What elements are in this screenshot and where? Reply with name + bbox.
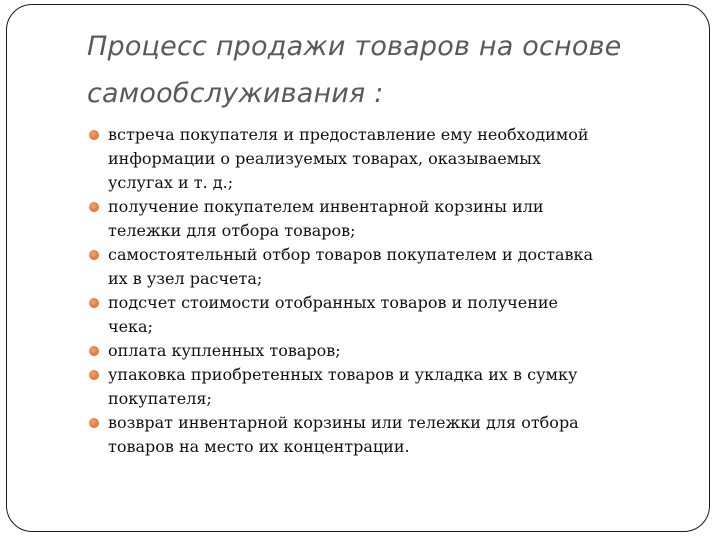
orange-dot-icon [89, 298, 99, 308]
orange-dot-icon [89, 346, 99, 356]
bullet-line: упаковка приобретенных товаров и укладка их в сумку [108, 365, 578, 384]
bullet-line: получение покупателем инвентарной корзины или [108, 197, 544, 216]
bullet-item-packing [87, 363, 687, 411]
bullet-line: информации о реализуемых товарах, оказываемых [108, 149, 541, 168]
slide-title-line-2: самообслуживания : [87, 78, 384, 109]
slide-frame [6, 4, 710, 532]
orange-dot-icon [89, 130, 99, 140]
bullet-line: товаров на место их концентрации. [108, 437, 410, 456]
orange-dot-icon [89, 418, 99, 428]
bullet-line: подсчет стоимости отобранных товаров и получение [108, 293, 559, 312]
bullet-item-return [87, 411, 687, 459]
bullet-line: услугах и т. д.; [108, 173, 234, 192]
orange-dot-icon [89, 250, 99, 260]
bullet-line: тележки для отбора товаров; [108, 221, 356, 240]
bullet-line: чека; [108, 317, 153, 336]
bullet-line: их в узел расчета; [108, 269, 263, 288]
bullet-line: самостоятельный отбор товаров покупателем и доставка [108, 245, 594, 264]
bullet-item-calculation [87, 291, 687, 339]
bullet-line: встреча покупателя и предоставление ему необходимой [108, 125, 589, 144]
bullet-item-selection [87, 243, 687, 291]
bullet-line: возврат инвентарной корзины или тележки для отбора [108, 413, 579, 432]
slide-title [87, 23, 697, 117]
orange-dot-icon [89, 370, 99, 380]
bullet-line: оплата купленных товаров; [108, 341, 341, 360]
bullet-item-payment [87, 339, 687, 363]
bullet-line: покупателя; [108, 389, 212, 408]
bullet-item-greeting [87, 123, 687, 195]
orange-dot-icon [89, 202, 99, 212]
bullet-list [87, 123, 687, 459]
bullet-item-basket [87, 195, 687, 243]
slide-title-line-1: Процесс продажи товаров на основе [87, 31, 622, 62]
